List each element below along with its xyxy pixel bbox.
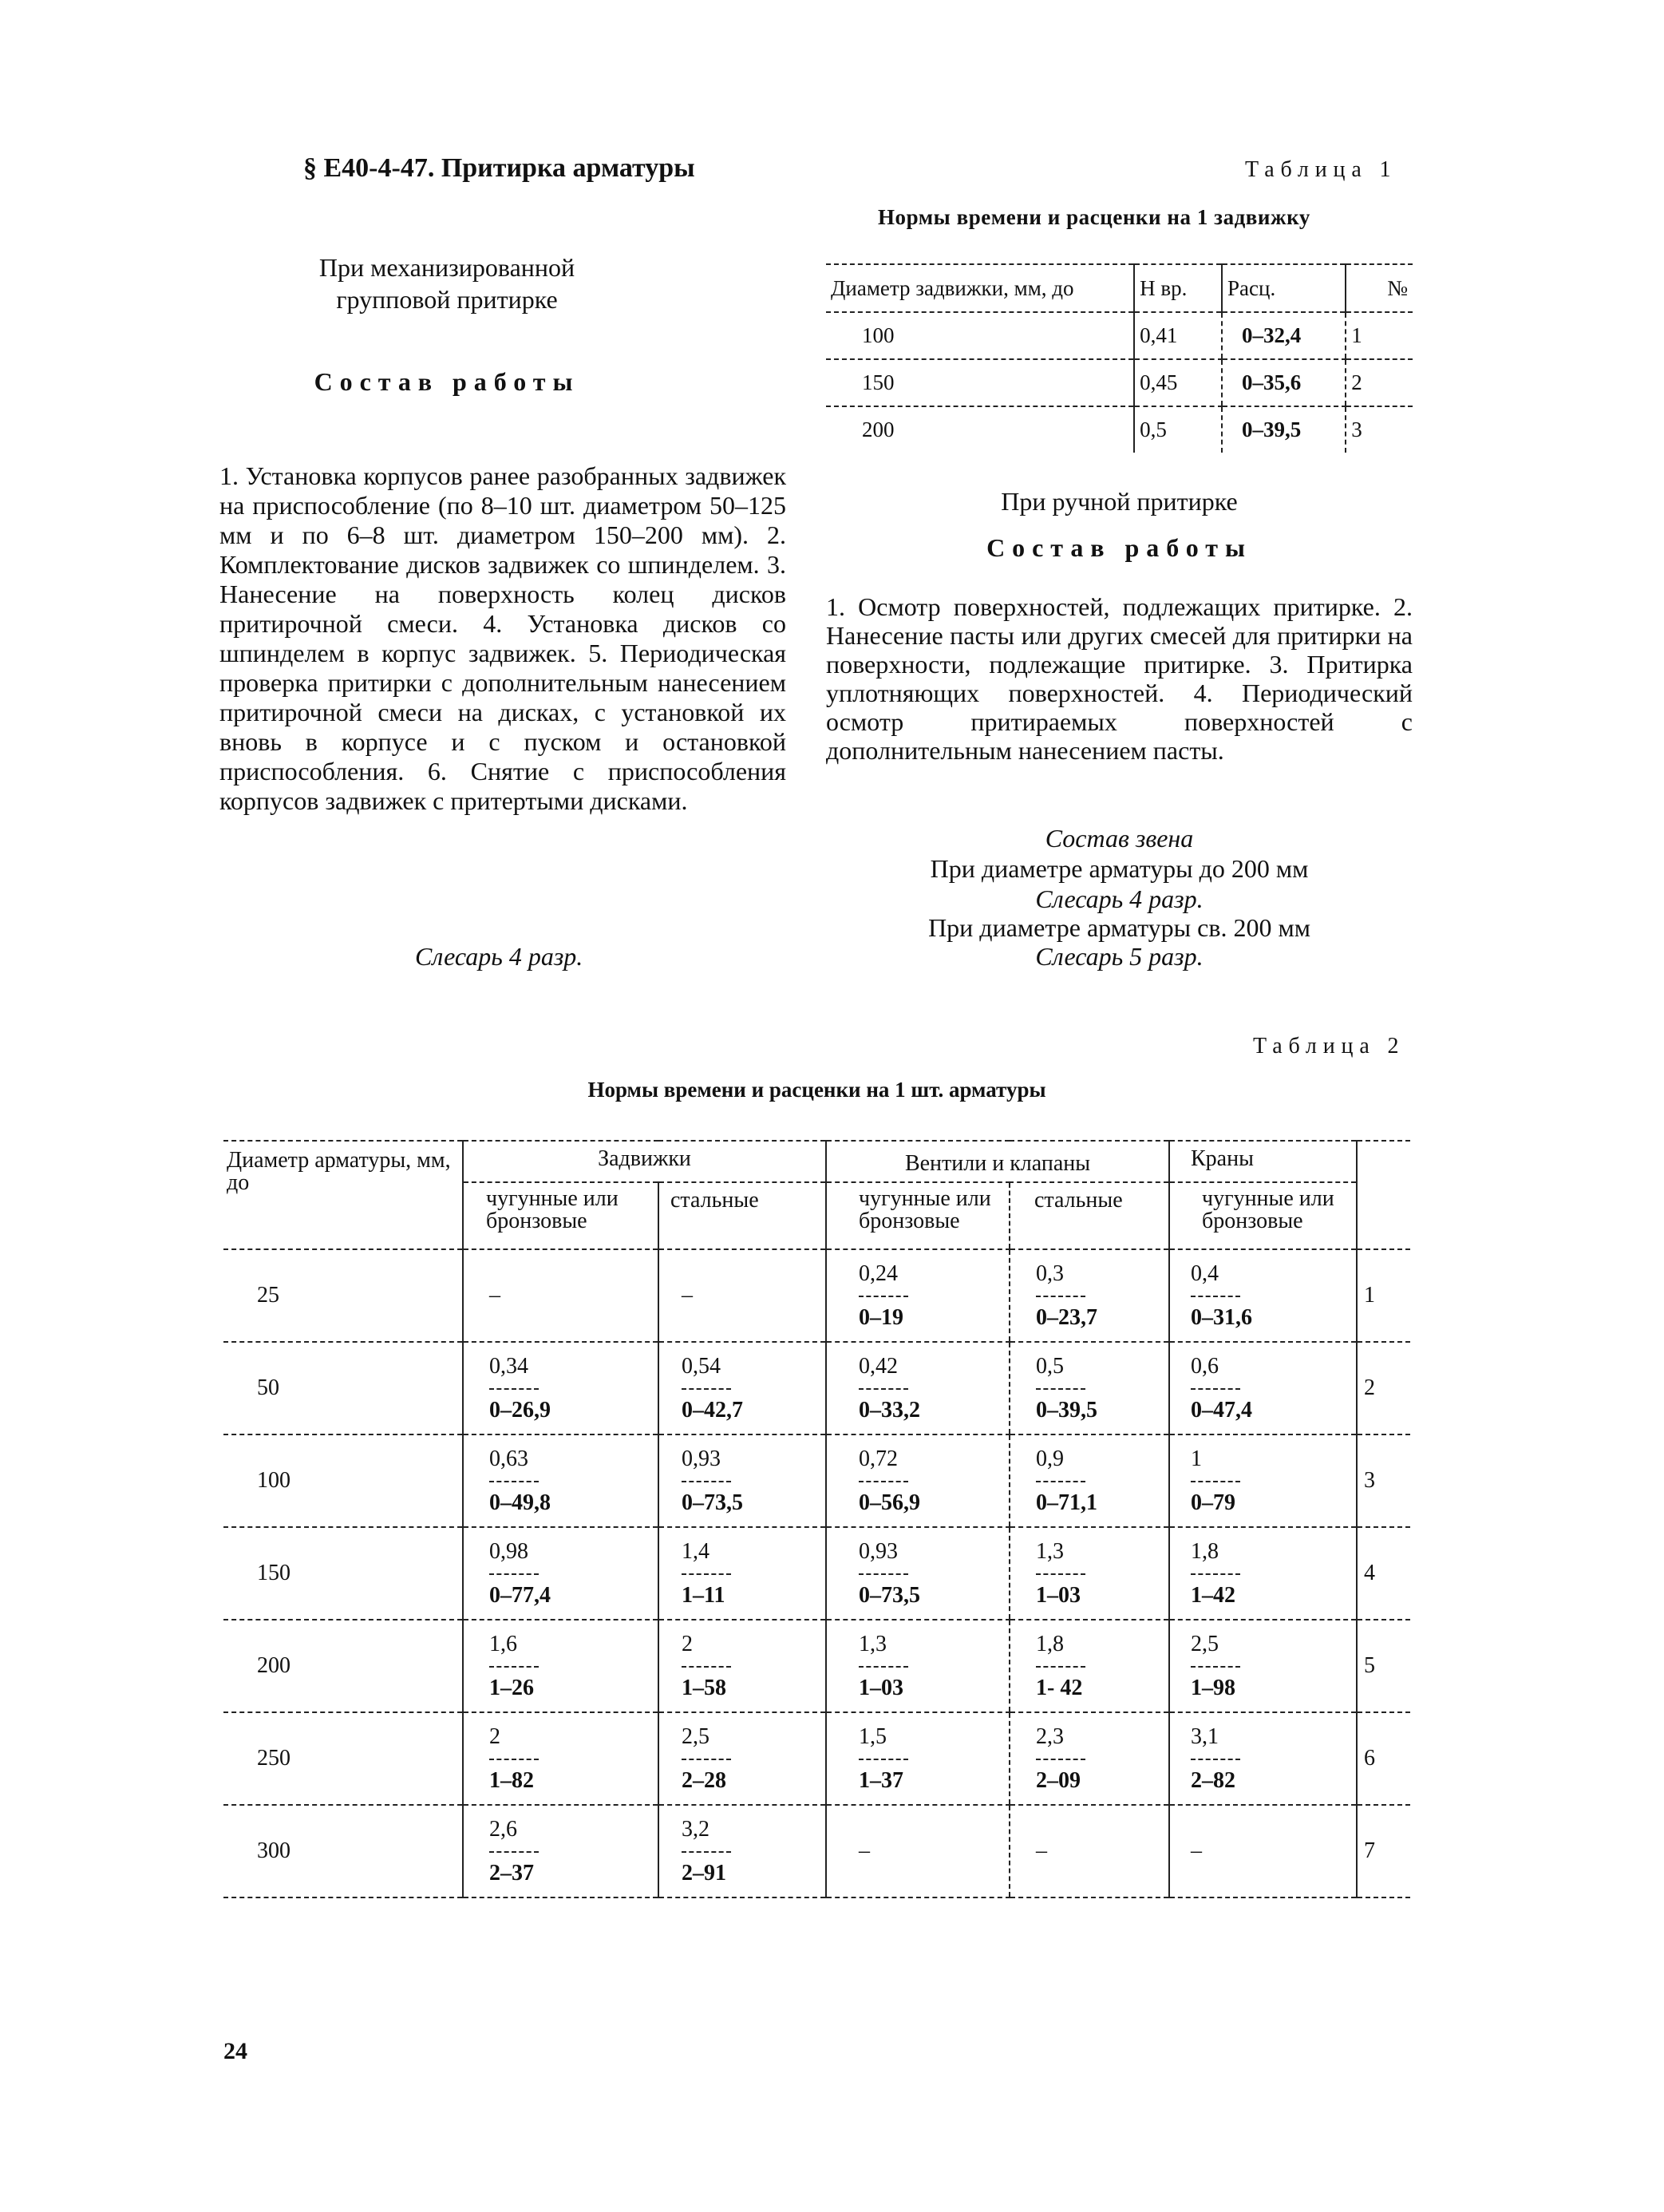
table2-cell-number: 6 <box>1357 1712 1410 1805</box>
table2-norm: 2,6 <box>489 1817 517 1842</box>
table2-cell-value <box>463 1712 658 1805</box>
crew-title: Состав звена <box>1045 824 1194 853</box>
table2-cell-value <box>1010 1805 1169 1897</box>
table2-fraction <box>1036 1630 1085 1702</box>
table2-sub-valves-steel: стальные <box>658 1182 826 1249</box>
table2-fraction <box>682 1352 743 1424</box>
table2-cell-diameter: 200 <box>223 1620 463 1712</box>
table2-norm: 1,8 <box>1191 1539 1219 1564</box>
table2-norm: 0,4 <box>1191 1261 1219 1286</box>
table2-norm: 1,3 <box>1036 1539 1064 1564</box>
mechanized-subtitle: При механизированной групповой притирке <box>318 253 575 314</box>
crew-line-2: При диаметре арматуры св. 200 мм <box>928 913 1310 942</box>
table2-cell-dash: – <box>682 1283 693 1308</box>
table2-rate: 0–49,8 <box>489 1490 551 1515</box>
crew-line-1: При диаметре арматуры до 200 мм <box>930 854 1309 883</box>
table2-cell-diameter: 25 <box>223 1249 463 1342</box>
table2-fraction <box>1191 1630 1240 1702</box>
table2-norm: 0,3 <box>1036 1261 1064 1286</box>
table-row <box>223 1342 1410 1434</box>
table2-fraction <box>682 1815 731 1887</box>
table2-cell-number: 3 <box>1357 1434 1410 1527</box>
table2-header-valves: Задвижки <box>463 1141 826 1182</box>
table2-rate: 2–37 <box>489 1861 534 1886</box>
table2-fraction <box>489 1723 539 1795</box>
fraction-line <box>1191 1388 1240 1390</box>
fraction-line <box>859 1388 908 1390</box>
fraction-line <box>682 1666 731 1668</box>
table1-cell-rate: 0–35,6 <box>1222 359 1346 406</box>
table2-cell-value <box>826 1527 1010 1620</box>
table2-norm: 0,72 <box>859 1446 898 1471</box>
composition-title-right: Состав работы <box>986 533 1252 562</box>
fraction-line <box>859 1666 908 1668</box>
section-title: § Е40-4-47. Притирка арматуры <box>303 153 695 183</box>
table2-cell-value <box>1010 1342 1169 1434</box>
table2-cell-diameter: 150 <box>223 1527 463 1620</box>
table2-sub-vent-steel: стальные <box>1010 1182 1169 1249</box>
table2-fraction <box>1191 1723 1240 1795</box>
table2-norm: 1,8 <box>1036 1632 1064 1656</box>
fraction-line <box>1036 1759 1085 1760</box>
table2-fraction <box>682 1723 731 1795</box>
table2-rate: 0–71,1 <box>1036 1490 1097 1515</box>
table2-cell-number: 2 <box>1357 1342 1410 1434</box>
fraction-line <box>859 1296 908 1297</box>
table2-norm: 0,34 <box>489 1354 528 1379</box>
table1-cell-number: 2 <box>1346 359 1413 406</box>
table2-fraction <box>489 1445 551 1517</box>
table2-cell-value <box>463 1527 658 1620</box>
table2-cell-diameter: 100 <box>223 1434 463 1527</box>
fraction-line <box>1191 1759 1240 1760</box>
table2-cell-value <box>463 1620 658 1712</box>
table1-header-rate: Расц. <box>1222 264 1346 312</box>
table2-cell-dash: – <box>859 1838 870 1863</box>
table2-rate: 1–03 <box>859 1676 903 1700</box>
table1-cell-number: 3 <box>1346 406 1413 453</box>
page-number: 24 <box>223 2038 247 2064</box>
table2-norm: 0,63 <box>489 1446 528 1471</box>
fraction-line <box>1036 1296 1085 1297</box>
table2-rate: 1–11 <box>682 1583 725 1608</box>
table2 <box>223 1140 1410 1898</box>
table2-rate: 0–26,9 <box>489 1398 551 1423</box>
fraction-line <box>489 1481 539 1482</box>
table2-cell-value <box>1169 1249 1357 1342</box>
table2-header-cranes: Краны <box>1169 1141 1357 1182</box>
table2-rate: 0–19 <box>859 1305 903 1330</box>
table2-rate: 0–79 <box>1191 1490 1235 1515</box>
table2-header-vent: Вентили и клапаны <box>826 1141 1169 1182</box>
table2-label: Таблица 2 <box>1253 1034 1405 1059</box>
table2-cell-value <box>463 1805 658 1897</box>
table-row <box>223 1712 1410 1805</box>
table1-header-number: № <box>1346 264 1413 312</box>
table2-fraction <box>1036 1723 1085 1795</box>
table2-fraction <box>1191 1352 1252 1424</box>
table2-cell-value <box>826 1434 1010 1527</box>
table2-cell-value <box>658 1249 826 1342</box>
table2-fraction <box>489 1537 551 1609</box>
table1-header-diameter: Диаметр задвижки, мм, до <box>826 264 1134 312</box>
table1-label: Таблица 1 <box>1245 157 1397 182</box>
table2-norm: 1,3 <box>859 1632 887 1656</box>
table2-cell-value <box>1010 1712 1169 1805</box>
manual-title: При ручной притирке <box>1001 487 1238 516</box>
table2-norm: 1,5 <box>859 1724 887 1749</box>
table2-fraction <box>859 1630 908 1702</box>
table2-sub-vent-cast: чугунные или бронзовые <box>826 1182 1010 1249</box>
table2-rate: 2–82 <box>1191 1768 1235 1793</box>
table1-cell-norm: 0,45 <box>1134 359 1222 406</box>
table2-cell-diameter: 300 <box>223 1805 463 1897</box>
table2-rate: 0–47,4 <box>1191 1398 1252 1423</box>
fraction-line <box>1191 1296 1240 1297</box>
table2-fraction <box>859 1723 908 1795</box>
fraction-line <box>489 1388 539 1390</box>
table2-cell-value <box>1010 1434 1169 1527</box>
table2-cell-value <box>1169 1342 1357 1434</box>
table1-header-row <box>826 264 1413 312</box>
table2-norm: 0,54 <box>682 1354 721 1379</box>
fraction-line <box>1036 1666 1085 1668</box>
table2-norm: 2,5 <box>1191 1632 1219 1656</box>
fraction-line <box>682 1388 731 1390</box>
table2-rate: 0–39,5 <box>1036 1398 1097 1423</box>
table2-cell-value <box>463 1249 658 1342</box>
table-row <box>826 312 1413 359</box>
fraction-line <box>1191 1573 1240 1575</box>
fraction-line <box>489 1573 539 1575</box>
table2-fraction <box>859 1445 920 1517</box>
table2-norm: 0,42 <box>859 1354 898 1379</box>
table2-norm: 2,5 <box>682 1724 709 1749</box>
table2-cell-value <box>658 1434 826 1527</box>
fraction-line <box>682 1481 731 1482</box>
table2-cell-value <box>1010 1527 1169 1620</box>
table2-norm: 2,3 <box>1036 1724 1064 1749</box>
table1-cell-rate: 0–32,4 <box>1222 312 1346 359</box>
table1-cell-diameter: 100 <box>826 312 1134 359</box>
table1-cell-diameter: 150 <box>826 359 1134 406</box>
table2-cell-value <box>1010 1620 1169 1712</box>
table2-norm: 2 <box>489 1724 500 1749</box>
table2-cell-value <box>463 1342 658 1434</box>
table2-caption: Нормы времени и расценки на 1 шт. арматуры <box>587 1078 1046 1102</box>
table2-norm: 1 <box>1191 1446 1202 1471</box>
fraction-line <box>489 1759 539 1760</box>
table2-fraction <box>1036 1260 1097 1332</box>
table-row <box>223 1527 1410 1620</box>
table2-rate: 0–77,4 <box>489 1583 551 1608</box>
table-row <box>223 1434 1410 1527</box>
table2-fraction <box>1036 1352 1097 1424</box>
table2-norm: 1,6 <box>489 1632 517 1656</box>
table2-body <box>223 1249 1410 1897</box>
table2-rate: 0–56,9 <box>859 1490 920 1515</box>
table-row <box>223 1620 1410 1712</box>
table2-fraction <box>1191 1260 1252 1332</box>
fraction-line <box>1191 1481 1240 1482</box>
table1-header-norm: Н вр. <box>1134 264 1222 312</box>
table2-cell-value <box>826 1249 1010 1342</box>
table2-fraction <box>859 1260 908 1332</box>
table2-fraction <box>489 1352 551 1424</box>
table2-cell-value <box>826 1342 1010 1434</box>
table2-fraction <box>1191 1537 1240 1609</box>
table-row <box>826 359 1413 406</box>
table2-cell-value <box>658 1712 826 1805</box>
table2-rate: 0–23,7 <box>1036 1305 1097 1330</box>
table2-cell-value <box>1169 1620 1357 1712</box>
table2-rate: 0–73,5 <box>859 1583 920 1608</box>
table2-fraction <box>1191 1445 1240 1517</box>
table2-cell-number: 5 <box>1357 1620 1410 1712</box>
table2-fraction <box>1036 1537 1085 1609</box>
table2-rate: 1–58 <box>682 1676 726 1700</box>
fraction-line <box>489 1851 539 1853</box>
table2-rate: 2–09 <box>1036 1768 1081 1793</box>
table2-header-number <box>1357 1141 1410 1249</box>
table2-cell-dash: – <box>489 1283 500 1308</box>
table2-fraction <box>489 1630 539 1702</box>
table1 <box>826 263 1413 453</box>
table2-rate: 0–42,7 <box>682 1398 743 1423</box>
table2-norm: 2 <box>682 1632 693 1656</box>
table2-cell-value <box>1169 1805 1357 1897</box>
fraction-line <box>1036 1481 1085 1482</box>
table2-fraction <box>859 1537 920 1609</box>
table2-norm: 0,5 <box>1036 1354 1064 1379</box>
crew-worker-1: Слесарь 4 разр. <box>1035 884 1204 913</box>
table2-rate: 1–42 <box>1191 1583 1235 1608</box>
fraction-line <box>1191 1666 1240 1668</box>
worker-left: Слесарь 4 разр. <box>415 942 583 971</box>
table2-cell-number: 1 <box>1357 1249 1410 1342</box>
table2-rate: 1- 42 <box>1036 1676 1083 1700</box>
table2-norm: 3,1 <box>1191 1724 1219 1749</box>
table2-fraction <box>859 1352 920 1424</box>
table2-rate: 0–33,2 <box>859 1398 920 1423</box>
table2-header-diameter: Диаметр арматуры, мм, до <box>223 1141 463 1249</box>
fraction-line <box>1036 1573 1085 1575</box>
table2-cell-number: 4 <box>1357 1527 1410 1620</box>
table2-cell-diameter: 250 <box>223 1712 463 1805</box>
crew-worker-2: Слесарь 5 разр. <box>1035 942 1204 971</box>
table2-rate: 1–26 <box>489 1676 534 1700</box>
table2-norm: 0,98 <box>489 1539 528 1564</box>
table2-rate: 1–98 <box>1191 1676 1235 1700</box>
table2-cell-value <box>463 1434 658 1527</box>
table1-caption: Нормы времени и расценки на 1 задвижку <box>878 205 1310 229</box>
table2-rate: 0–31,6 <box>1191 1305 1252 1330</box>
fraction-line <box>682 1573 731 1575</box>
table2-cell-value <box>826 1805 1010 1897</box>
composition-text-right: 1. Осмотр поверхностей, подлежащих притирке. 2. Нанесение пасты или других смесей для притирки на поверхности, подлежащие притирке. 3. Притирка уплотняющих поверхностей. 4. Периодический осмотр притираемых поверхностей с дополнительным нанесением пасты. <box>826 592 1413 765</box>
fraction-line <box>859 1759 908 1760</box>
composition-text-left: 1. Установка корпусов ранее разобранных задвижек на приспособление (по 8–10 шт. диаметром 50–125 мм и по 6–8 шт. диаметром 150–200 мм). 2. Комплектование дисков задвижек со шпинделем. 3. Нанесение на поверхность колец дисков притирочной смеси. 4. Установка дисков со шпинделем в корпус задвижек. 5. Периодическая проверка притирки с дополнительным нанесением притирочной смеси на дисках, с установкой их вновь в корпусе и с пуском и остановкой приспособления. 6. Снятие с приспособления корпусов задвижек с притертыми дисками. <box>219 461 786 815</box>
table2-cell-value <box>1169 1527 1357 1620</box>
table2-cell-value <box>658 1527 826 1620</box>
table2-rate: 0–73,5 <box>682 1490 743 1515</box>
table2-cell-number: 7 <box>1357 1805 1410 1897</box>
table2-norm: 0,6 <box>1191 1354 1219 1379</box>
fraction-line <box>1036 1388 1085 1390</box>
table1-cell-norm: 0,41 <box>1134 312 1222 359</box>
table2-fraction <box>682 1537 731 1609</box>
table1-cell-number: 1 <box>1346 312 1413 359</box>
table2-norm: 0,24 <box>859 1261 898 1286</box>
table2-fraction <box>489 1815 539 1887</box>
table2-cell-diameter: 50 <box>223 1342 463 1434</box>
fraction-line <box>489 1666 539 1668</box>
table2-rate: 1–37 <box>859 1768 903 1793</box>
table2-rate: 1–82 <box>489 1768 534 1793</box>
table1-cell-rate: 0–39,5 <box>1222 406 1346 453</box>
table2-norm: 0,9 <box>1036 1446 1064 1471</box>
table2-fraction <box>682 1630 731 1702</box>
table2-cell-dash: – <box>1191 1838 1202 1863</box>
fraction-line <box>859 1573 908 1575</box>
table2-cell-value <box>826 1712 1010 1805</box>
table2-rate: 2–28 <box>682 1768 726 1793</box>
table2-norm: 1,4 <box>682 1539 709 1564</box>
fraction-line <box>682 1851 731 1853</box>
table2-norm: 0,93 <box>859 1539 898 1564</box>
table2-cell-value <box>1169 1712 1357 1805</box>
composition-title-left: Состав работы <box>314 367 580 396</box>
table2-sub-valves-cast: чугунные или бронзовые <box>463 1182 658 1249</box>
table2-cell-value <box>1010 1249 1169 1342</box>
table2-rate: 1–03 <box>1036 1583 1081 1608</box>
table2-fraction <box>682 1445 743 1517</box>
fraction-line <box>682 1759 731 1760</box>
table2-cell-value <box>658 1342 826 1434</box>
table2-sub-cranes-cast: чугунные или бронзовые <box>1169 1182 1357 1249</box>
table-row <box>826 406 1413 453</box>
table2-fraction <box>1036 1445 1097 1517</box>
table1-cell-diameter: 200 <box>862 417 895 441</box>
table-row <box>223 1805 1410 1897</box>
table-row <box>223 1249 1410 1342</box>
table2-rate: 2–91 <box>682 1861 726 1886</box>
table2-norm: 0,93 <box>682 1446 721 1471</box>
table2-cell-value <box>658 1620 826 1712</box>
table2-cell-value <box>658 1805 826 1897</box>
table1-cell-norm: 0,5 <box>1134 406 1222 453</box>
table2-cell-value <box>1169 1434 1357 1527</box>
fraction-line <box>859 1481 908 1482</box>
table2-cell-value <box>826 1620 1010 1712</box>
table2-cell-dash: – <box>1036 1838 1047 1863</box>
table2-norm: 3,2 <box>682 1817 709 1842</box>
